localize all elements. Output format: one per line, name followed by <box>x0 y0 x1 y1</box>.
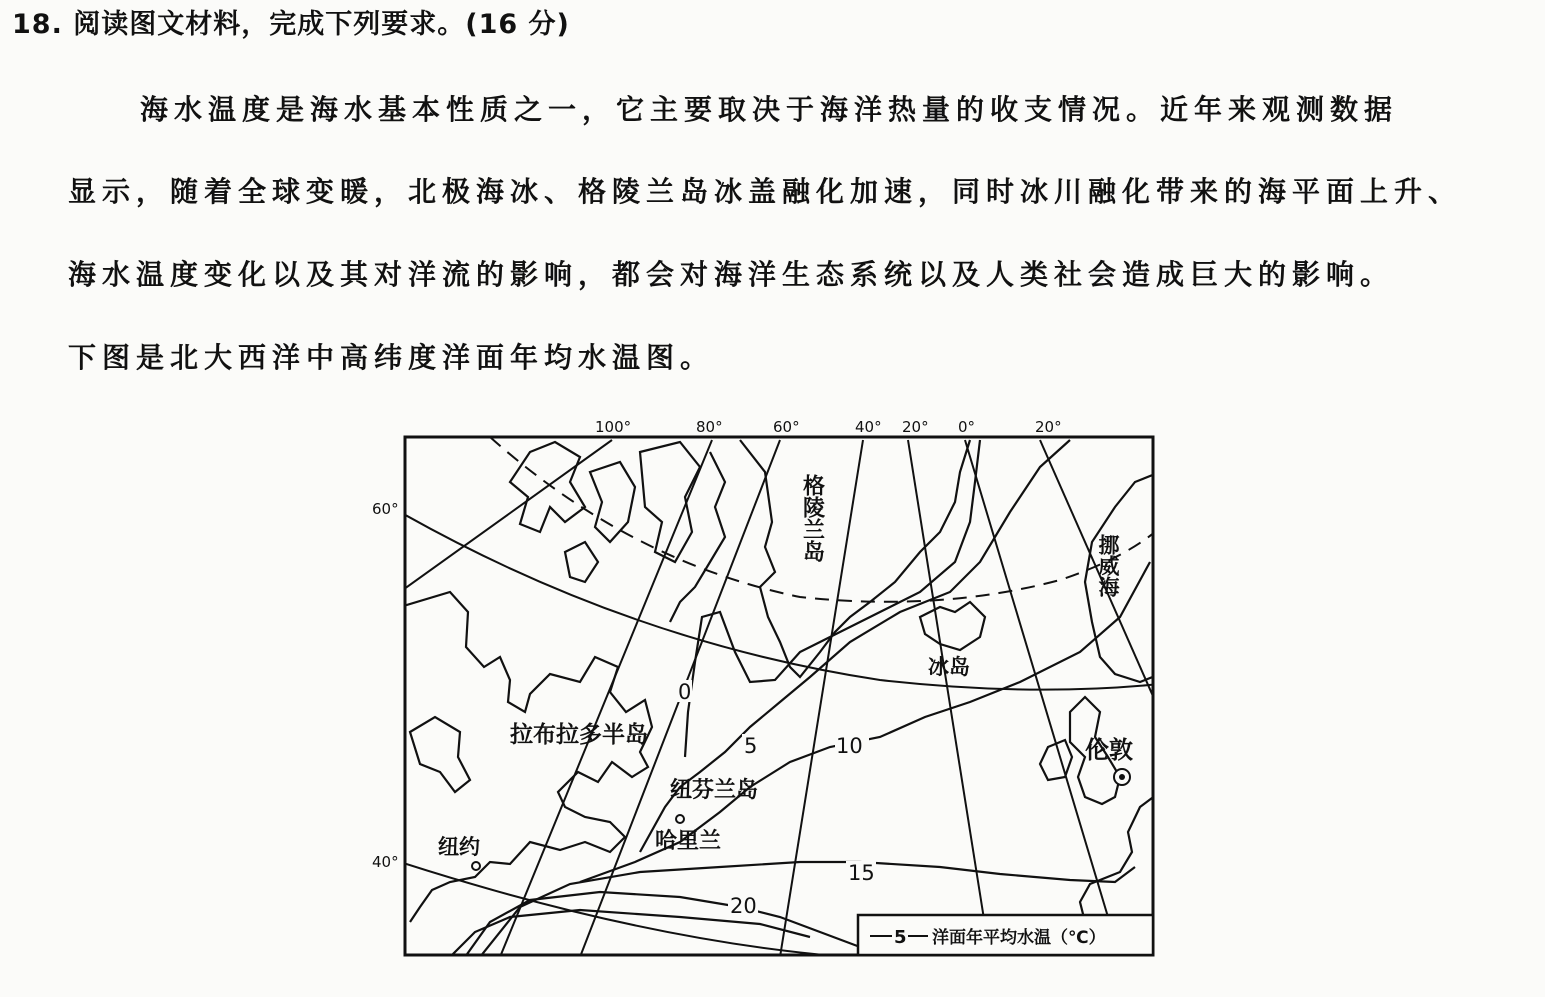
paragraph-line-4: 下图是北大西洋中高纬度洋面年均水温图。 <box>68 341 715 374</box>
label-iceland: 冰岛 <box>928 655 970 679</box>
isotherm-label-5: 5 <box>744 734 758 758</box>
paragraph-line-1: 海水温度是海水基本性质之一，它主要取决于海洋热量的收支情况。近年来观测数据 <box>140 93 1399 126</box>
label-newfoundland: 纽芬兰岛 <box>670 778 759 803</box>
new-york-marker <box>472 862 480 870</box>
meridian-100w <box>400 440 612 592</box>
lon-label-100w: 100° <box>595 418 632 436</box>
legend-label: 洋面年平均水温（℃） <box>932 928 1106 948</box>
sea-temperature-map <box>372 412 1170 972</box>
label-norwegian-sea: 挪威海 <box>1096 534 1120 597</box>
isotherm-label-15: 15 <box>848 861 875 885</box>
isotherm-label-10: 10 <box>836 734 863 758</box>
lon-label-60w: 60° <box>773 418 800 436</box>
legend-sample-value: 5 <box>894 927 907 948</box>
london-marker-inner <box>1119 774 1125 780</box>
north-america-coast <box>400 592 652 922</box>
latitude-60-arc <box>400 512 1160 690</box>
europe-coast <box>1080 792 1160 922</box>
arctic-islands <box>510 442 700 582</box>
halifax-marker <box>676 815 684 823</box>
meridian-0 <box>965 440 1120 957</box>
lon-label-40w: 40° <box>855 418 882 436</box>
hudson-bay-coast <box>410 717 470 792</box>
lon-label-0: 0° <box>958 418 976 436</box>
label-halifax: 哈里兰 <box>655 829 722 854</box>
lon-label-20e: 20° <box>1035 418 1062 436</box>
lon-label-80w: 80° <box>696 418 723 436</box>
isotherm-label-0: 0 <box>678 680 692 704</box>
lat-label-40n: 40° <box>372 853 399 871</box>
question-title: 18. 阅读图文材料，完成下列要求。(16 分) <box>12 9 570 40</box>
label-new-york: 纽约 <box>438 835 480 859</box>
label-london: 伦敦 <box>1085 736 1133 764</box>
isotherm-label-20: 20 <box>730 894 757 918</box>
legend <box>858 915 1153 955</box>
label-labrador: 拉布拉多半岛 <box>510 722 648 748</box>
label-greenland: 格陵兰岛 <box>799 474 825 562</box>
paragraph-line-2: 显示，随着全球变暖，北极海冰、格陵兰岛冰盖融化加速，同时冰川融化带来的海平面上升、 <box>68 175 1463 208</box>
iceland-coast <box>920 602 985 650</box>
paragraph-line-3: 海水温度变化以及其对洋流的影响，都会对海洋生态系统以及人类社会造成巨大的影响。 <box>68 258 1395 291</box>
lat-label-60n: 60° <box>372 500 399 518</box>
lon-label-20w: 20° <box>902 418 929 436</box>
